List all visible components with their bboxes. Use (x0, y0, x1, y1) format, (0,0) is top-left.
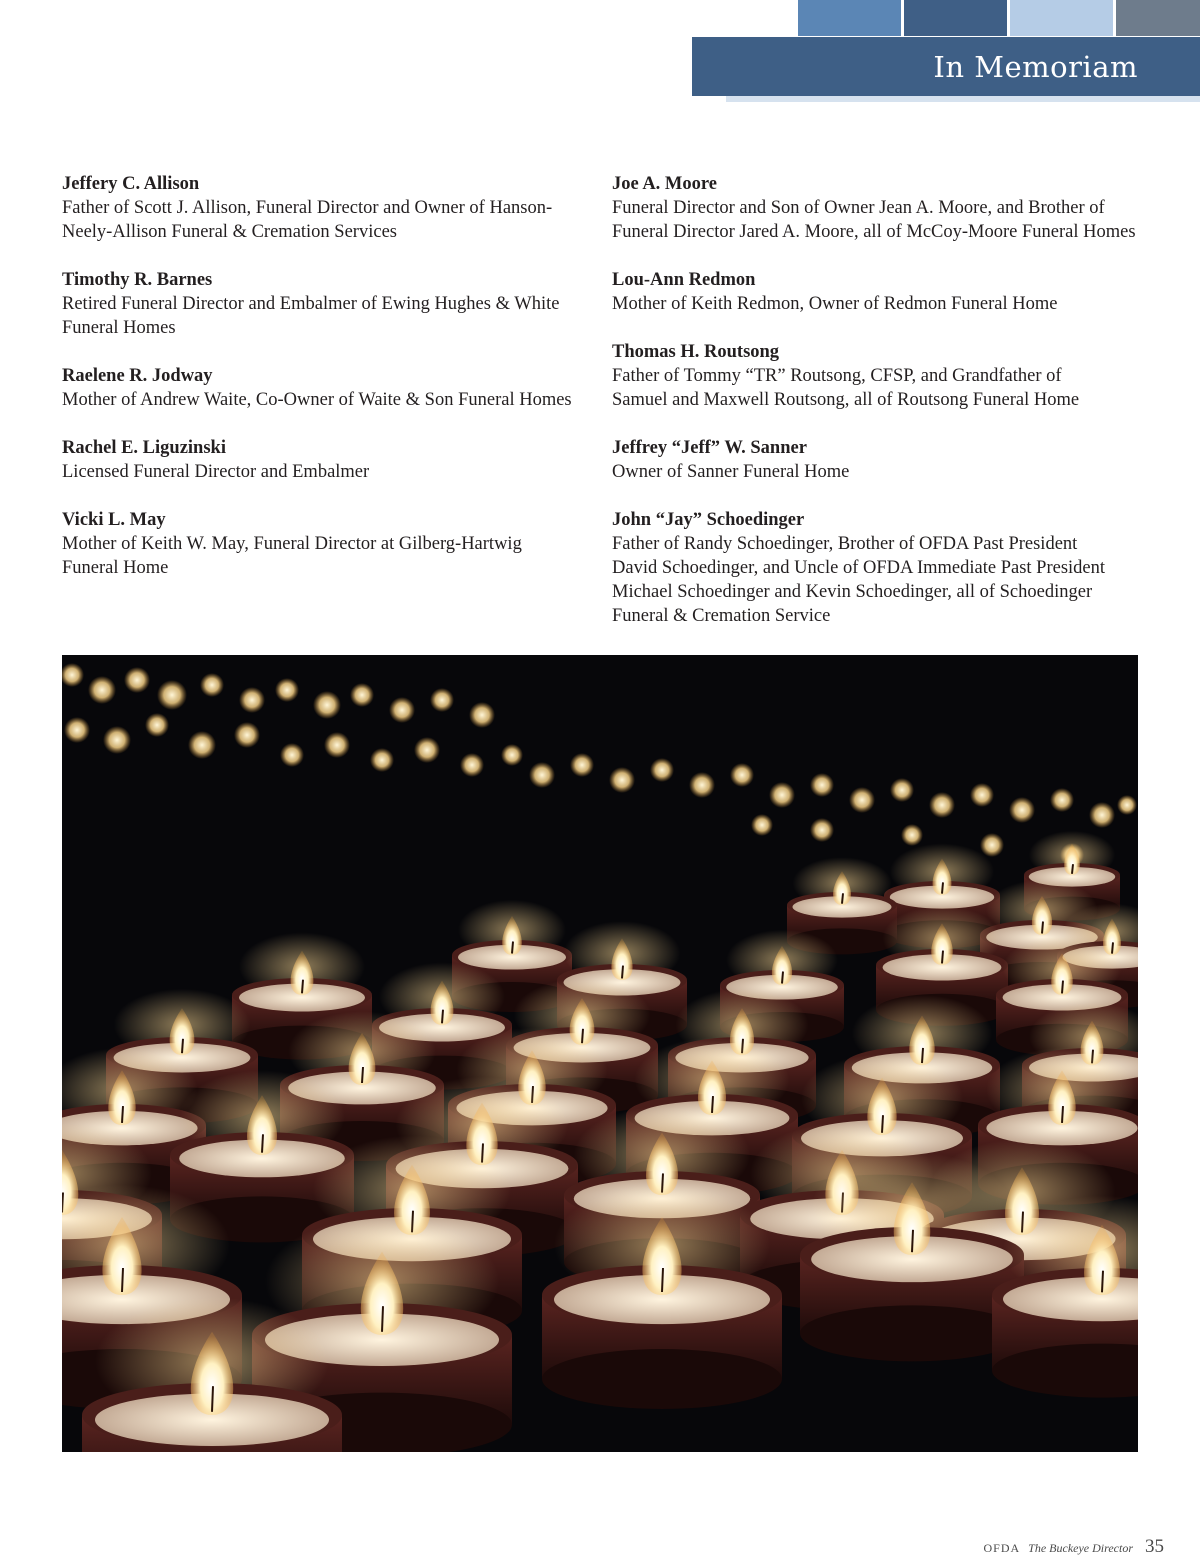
tealight-candle (992, 1196, 1138, 1398)
bokeh-light (650, 758, 674, 782)
memorial-name: Thomas H. Routsong (612, 342, 780, 362)
bokeh-light (810, 773, 834, 797)
banner-shadow (726, 96, 1200, 102)
bokeh-light (313, 691, 341, 719)
footer-organization: OFDA (983, 1541, 1021, 1555)
memorial-description: Mother of Keith W. May, Funeral Director at Gilberg-Hartwig Funeral Home (62, 534, 522, 578)
header-swatch-3 (1010, 0, 1113, 36)
memorial-name: Vicki L. May (62, 510, 166, 530)
bokeh-light (234, 722, 260, 748)
bokeh-light (1117, 795, 1137, 815)
memorial-description: Father of Randy Schoedinger, Brother of OFDA Past President David Schoedinger, and Uncle of OFDA Immediate Past President Michael Schoedinger and Kevin Schoedinger, all of Schoedinger Funeral & Cremation Service (612, 534, 1106, 626)
memorial-name: Lou-Ann Redmon (612, 270, 756, 290)
bokeh-light (145, 713, 169, 737)
memorial-entry (62, 172, 602, 244)
memorial-entry (62, 268, 602, 340)
tealight-candle (542, 1185, 782, 1409)
bokeh-light (414, 737, 440, 763)
bokeh-light (370, 748, 394, 772)
memorial-name: Timothy R. Barnes (62, 270, 213, 290)
memorial-entry (612, 508, 1152, 628)
bokeh-light (609, 767, 635, 793)
bokeh-light (389, 697, 415, 723)
bokeh-light (88, 676, 116, 704)
header-swatch-2 (904, 0, 1007, 36)
bokeh-light (460, 753, 484, 777)
bokeh-light (751, 814, 773, 836)
bokeh-light (200, 673, 224, 697)
candles-photo (62, 655, 1138, 1452)
bokeh-light (64, 717, 90, 743)
memorial-entry (612, 268, 1152, 316)
memorial-column-right (612, 172, 1152, 652)
memorial-entry (62, 436, 602, 484)
tealight-candle (800, 1152, 1024, 1361)
bokeh-light (324, 732, 350, 758)
memorial-entry (62, 508, 602, 580)
bokeh-light (430, 688, 454, 712)
memorial-name: John “Jay” Schoedinger (612, 510, 805, 530)
memorial-entry (612, 340, 1152, 412)
memorial-description: Licensed Funeral Director and Embalmer (62, 462, 370, 482)
memorial-description: Funeral Director and Son of Owner Jean A. Moore, and Brother of Funeral Director Jared A. Moore, all of McCoy-Moore Funeral Homes (612, 198, 1136, 242)
bokeh-light (849, 787, 875, 813)
memorial-name: Joe A. Moore (612, 174, 717, 194)
footer-publication: The Buckeye Director (1028, 1541, 1133, 1555)
page-number: 35 (1145, 1536, 1164, 1557)
header-swatch-4 (1116, 0, 1200, 36)
bokeh-light (350, 683, 374, 707)
bokeh-light (1089, 802, 1115, 828)
bokeh-light (929, 792, 955, 818)
bokeh-light (730, 763, 754, 787)
bokeh-light (529, 762, 555, 788)
bokeh-light (280, 743, 304, 767)
bokeh-light (1050, 788, 1074, 812)
memorial-column-left (62, 172, 602, 604)
memorial-name: Jeffrey “Jeff” W. Sanner (612, 438, 807, 458)
memorial-entry (62, 364, 602, 412)
bokeh-light (124, 667, 150, 693)
memorial-description: Retired Funeral Director and Embalmer of Ewing Hughes & White Funeral Homes (62, 294, 560, 338)
memorial-name: Raelene R. Jodway (62, 366, 213, 386)
bokeh-light (769, 782, 795, 808)
memorial-description: Mother of Keith Redmon, Owner of Redmon Funeral Home (612, 294, 1058, 314)
bokeh-light (810, 818, 834, 842)
memorial-entry (612, 436, 1152, 484)
bokeh-light (103, 726, 131, 754)
memorial-description: Owner of Sanner Funeral Home (612, 462, 850, 482)
page-footer (983, 1536, 1164, 1558)
memorial-description: Father of Tommy “TR” Routsong, CFSP, and Grandfather of Samuel and Maxwell Routsong, all of Routsong Funeral Home (612, 366, 1080, 410)
bokeh-light (901, 824, 923, 846)
bokeh-light (970, 783, 994, 807)
bokeh-light (890, 778, 914, 802)
bokeh-light (188, 731, 216, 759)
bokeh-light (275, 678, 299, 702)
bokeh-light (469, 702, 495, 728)
bokeh-light (501, 744, 523, 766)
memorial-entry (612, 172, 1152, 244)
bokeh-light (157, 680, 187, 710)
header-swatch-1 (798, 0, 901, 36)
bokeh-light (980, 833, 1004, 857)
section-banner (692, 37, 1200, 96)
bokeh-light (1009, 797, 1035, 823)
bokeh-light (570, 753, 594, 777)
candles-illustration (62, 655, 1138, 1452)
section-title: In Memoriam (933, 49, 1138, 84)
memorial-name: Rachel E. Liguzinski (62, 438, 226, 458)
bokeh-light (239, 687, 265, 713)
memorial-name: Jeffery C. Allison (62, 174, 200, 194)
memorial-description: Father of Scott J. Allison, Funeral Director and Owner of Hanson- Neely-Allison Funeral & Cremation Services (62, 198, 553, 242)
memorial-description: Mother of Andrew Waite, Co-Owner of Waite & Son Funeral Homes (62, 390, 572, 410)
bokeh-light (689, 772, 715, 798)
